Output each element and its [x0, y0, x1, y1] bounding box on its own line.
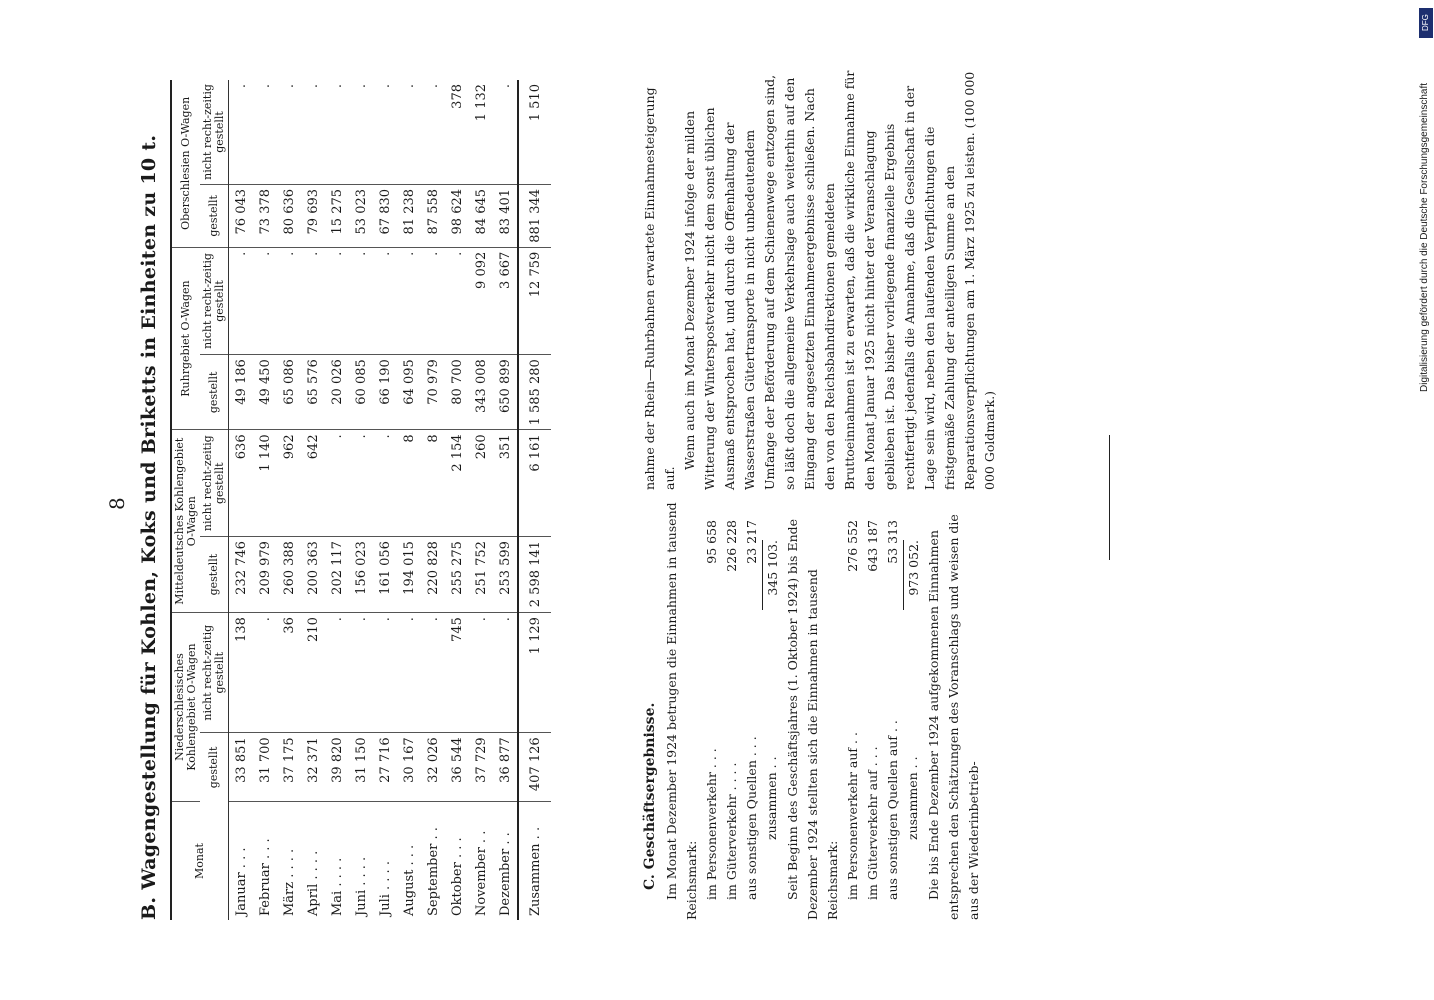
group-header: Mitteldeutsches Kohlengebiet O-Wagen: [171, 430, 200, 613]
income-label: aus sonstigen Quellen . . .: [744, 736, 759, 900]
value-cell: 31 150: [349, 733, 373, 802]
value-cell: .: [493, 613, 518, 733]
col-header: nicht recht-zeitig gestellt: [200, 613, 229, 733]
value-cell: 30 167: [397, 733, 421, 802]
month-cell: September . .: [425, 827, 441, 916]
value-cell: .: [397, 80, 421, 184]
value-cell: 962: [277, 430, 301, 537]
sum-row: [518, 80, 551, 920]
value-cell: 260 388: [277, 537, 301, 613]
value-cell: 84 645: [469, 184, 493, 247]
value-cell: .: [349, 247, 373, 354]
value-cell: .: [349, 80, 373, 184]
value-cell: 202 117: [325, 537, 349, 613]
paragraph: Wenn auch im Monat Dezember 1924 infolge der milden Witterung der Winterspostverkehr nicht dem sonst üblichen Ausmaß entsprochen hat, und durch die Offenhaltung der Wasserstraßen Gütertransporte in nicht unbedeutendem Umfange der Beförderung auf dem Schienenwege entzogen sind, so läßt doch die allgemeine Verkehrslage auch weiterhin auf den Eingang der angesetzten Einnahmeergebnisse schließen. Nach den von den Reichsbahndirektionen gemeldeten Bruttoeinnahmen ist zu erwarten, daß die wirkliche Einnahme für den Monat Januar 1925 nicht hinter der Veranschlagung geblieben ist. Das bisher vorliegende finanzielle Ergebnis rechtfertigt jedenfalls die Annahme, daß die Gesellschaft in der Lage sein wird, neben den laufenden Verpflichtungen die fristgemäße Zahlung der anteiligen Summe an den Reparationsverpflichtungen am 1. März 1925 zu leisten. (100 000 000 Goldmark.): [682, 70, 997, 490]
value-cell: 253 599: [493, 537, 518, 613]
value-cell: .: [493, 80, 518, 184]
total-value: 973 052.: [903, 540, 924, 610]
value-cell: 12 759: [518, 247, 551, 354]
value-cell: 31 700: [253, 733, 277, 802]
col-header: gestellt: [200, 184, 229, 247]
value-cell: 9 092: [469, 247, 493, 354]
value-cell: .: [325, 247, 349, 354]
month-cell: Mai . . . .: [329, 857, 345, 916]
value-cell: 210: [301, 613, 325, 733]
value-cell: .: [373, 247, 397, 354]
table-row: [349, 80, 373, 920]
table-row: [277, 80, 301, 920]
income-row: [843, 520, 863, 900]
value-cell: 1 132: [469, 80, 493, 184]
value-cell: 20 026: [325, 355, 349, 430]
total-label: zusammen . .: [764, 756, 779, 840]
value-cell: 67 830: [373, 184, 397, 247]
value-cell: .: [325, 80, 349, 184]
total-row: [762, 540, 783, 920]
value-cell: .: [397, 247, 421, 354]
value-cell: 636: [229, 430, 254, 537]
value-cell: 1 140: [253, 430, 277, 537]
value-cell: .: [325, 613, 349, 733]
value-cell: .: [325, 430, 349, 537]
value-cell: 200 363: [301, 537, 325, 613]
section-c: [640, 500, 984, 920]
month-cell: November . .: [473, 830, 489, 916]
value-cell: 53 023: [349, 184, 373, 247]
paragraph: Im Monat Dezember 1924 betrugen die Einnahmen in tausend Reichsmark:: [664, 502, 699, 920]
value-cell: 73 378: [253, 184, 277, 247]
table-row: [493, 80, 518, 920]
income-label: im Personenverkehr . . .: [704, 748, 719, 900]
value-cell: 251 752: [469, 537, 493, 613]
col-header: gestellt: [200, 537, 229, 613]
income-value: 23 217: [744, 520, 759, 564]
value-cell: 76 043: [229, 184, 254, 247]
value-cell: 79 693: [301, 184, 325, 247]
value-cell: .: [253, 247, 277, 354]
value-cell: 66 190: [373, 355, 397, 430]
month-cell: Juni . . . .: [353, 856, 369, 916]
page-number: 8: [105, 497, 129, 510]
table-title: B. Wagengestellung für Kohlen, Koks und Briketts in Einheiten zu 10 t.: [138, 134, 160, 920]
value-cell: 36 544: [445, 733, 469, 802]
income-label: im Personenverkehr auf . .: [845, 732, 860, 900]
month-cell: Januar . . .: [233, 847, 249, 916]
income-value: 643 187: [865, 520, 880, 572]
value-cell: 81 238: [397, 184, 421, 247]
value-cell: .: [253, 613, 277, 733]
value-cell: .: [277, 80, 301, 184]
value-cell: .: [421, 80, 445, 184]
table-row: [397, 80, 421, 920]
income-row: [863, 520, 883, 900]
rotated-page: [70, 50, 1070, 950]
total-value: 345 103.: [762, 540, 783, 610]
value-cell: 87 558: [421, 184, 445, 247]
value-cell: 70 979: [421, 355, 445, 430]
col-header: nicht recht-zeitig gestellt: [200, 430, 229, 537]
group-header: Ruhrgebiet O-Wagen: [171, 247, 200, 430]
value-cell: .: [373, 80, 397, 184]
value-cell: 407 126: [518, 733, 551, 802]
income-value: 53 313: [885, 520, 900, 564]
total-label: zusammen . .: [905, 756, 920, 840]
value-cell: 161 056: [373, 537, 397, 613]
value-cell: 209 979: [253, 537, 277, 613]
value-cell: 32 026: [421, 733, 445, 802]
continued-text: [640, 70, 1000, 490]
value-cell: 2 154: [445, 430, 469, 537]
table-row: [445, 80, 469, 920]
table-row: [373, 80, 397, 920]
value-cell: 2 598 141: [518, 537, 551, 613]
month-header: Monat: [171, 802, 229, 921]
group-header: Niederschlesisches Kohlengebiet O-Wagen: [171, 613, 200, 802]
value-cell: 220 828: [421, 537, 445, 613]
value-cell: 156 023: [349, 537, 373, 613]
value-cell: .: [229, 247, 254, 354]
income-label: im Güterverkehr . . . .: [724, 762, 739, 900]
income-row: [883, 520, 903, 900]
col-header: gestellt: [200, 733, 229, 802]
group-header: Oberschlesien O-Wagen: [171, 80, 200, 247]
col-header: gestellt: [200, 355, 229, 430]
paragraph: nahme der Rhein—Ruhrbahnen erwartete Einnahmesteigerung auf.: [642, 87, 677, 490]
income-row: [742, 520, 762, 900]
value-cell: 881 344: [518, 184, 551, 247]
value-cell: .: [373, 430, 397, 537]
value-cell: 6 161: [518, 430, 551, 537]
value-cell: 351: [493, 430, 518, 537]
value-cell: 37 729: [469, 733, 493, 802]
table-row: [421, 80, 445, 920]
value-cell: 80 700: [445, 355, 469, 430]
value-cell: 32 371: [301, 733, 325, 802]
value-cell: .: [301, 80, 325, 184]
value-cell: .: [397, 613, 421, 733]
month-cell: Juli . . . .: [377, 861, 393, 916]
income-row: [722, 520, 742, 900]
value-cell: 260: [469, 430, 493, 537]
value-cell: 15 275: [325, 184, 349, 247]
value-cell: 49 450: [253, 355, 277, 430]
table-row: [253, 80, 277, 920]
value-cell: 49 186: [229, 355, 254, 430]
value-cell: 36: [277, 613, 301, 733]
value-cell: .: [229, 80, 254, 184]
value-cell: 65 576: [301, 355, 325, 430]
value-cell: 8: [421, 430, 445, 537]
value-cell: 27 716: [373, 733, 397, 802]
value-cell: 1 585 280: [518, 355, 551, 430]
income-value: 226 228: [724, 520, 739, 572]
value-cell: .: [469, 613, 493, 733]
value-cell: .: [421, 613, 445, 733]
wagon-table: [170, 80, 551, 920]
value-cell: 138: [229, 613, 254, 733]
value-cell: .: [301, 247, 325, 354]
value-cell: 33 851: [229, 733, 254, 802]
value-cell: 39 820: [325, 733, 349, 802]
section-heading: C. Geschäftsergebnisse.: [642, 702, 658, 890]
income-value: 95 658: [704, 520, 719, 564]
value-cell: 60 085: [349, 355, 373, 430]
paragraph: Seit Beginn des Geschäftsjahres (1. Oktober 1924) bis Ende Dezember 1924 stellten sich die Einnahmen in tausend Reichsmark:: [785, 518, 840, 920]
income-label: im Güterverkehr auf . . .: [865, 746, 880, 900]
income-row: [702, 520, 722, 900]
month-cell: April . . . .: [305, 850, 321, 916]
value-cell: 8: [397, 430, 421, 537]
value-cell: 3 667: [493, 247, 518, 354]
month-cell: Zusammen . .: [518, 802, 551, 921]
table-row: [229, 80, 254, 920]
value-cell: 65 086: [277, 355, 301, 430]
month-cell: März . . . .: [281, 848, 297, 916]
value-cell: 1 510: [518, 80, 551, 184]
value-cell: 194 015: [397, 537, 421, 613]
table-row: [325, 80, 349, 920]
value-cell: 36 877: [493, 733, 518, 802]
month-cell: Februar . . .: [257, 838, 273, 916]
value-cell: .: [253, 80, 277, 184]
paragraph: Die bis Ende Dezember 1924 aufgekommenen Einnahmen entsprechen den Schätzungen des Voranschlags und weisen die aus der Wiederinbetrieb-: [926, 514, 981, 920]
total-row: [903, 540, 924, 920]
income-label: aus sonstigen Quellen auf . .: [885, 720, 900, 900]
value-cell: 343 008: [469, 355, 493, 430]
value-cell: .: [349, 430, 373, 537]
value-cell: 378: [445, 80, 469, 184]
month-cell: Oktober . . .: [449, 837, 465, 916]
end-rule: [1109, 435, 1110, 560]
value-cell: 1 129: [518, 613, 551, 733]
value-cell: .: [349, 613, 373, 733]
value-cell: .: [421, 247, 445, 354]
value-cell: 232 746: [229, 537, 254, 613]
value-cell: 650 899: [493, 355, 518, 430]
value-cell: .: [373, 613, 397, 733]
income-value: 276 552: [845, 520, 860, 572]
value-cell: 64 095: [397, 355, 421, 430]
value-cell: 83 401: [493, 184, 518, 247]
value-cell: .: [445, 247, 469, 354]
sidebar-credit: Digitalisierung gefördert durch die Deutsche Forschungsgemeinschaft: [1419, 82, 1430, 392]
table-row: [469, 80, 493, 920]
col-header: nicht recht-zeitig gestellt: [200, 247, 229, 354]
value-cell: 80 636: [277, 184, 301, 247]
value-cell: 255 275: [445, 537, 469, 613]
month-cell: August . . .: [401, 844, 417, 916]
value-cell: 37 175: [277, 733, 301, 802]
value-cell: 98 624: [445, 184, 469, 247]
value-cell: 642: [301, 430, 325, 537]
dfg-logo: DFG: [1419, 8, 1433, 38]
table-row: [301, 80, 325, 920]
col-header: nicht recht-zeitig gestellt: [200, 80, 229, 184]
value-cell: 745: [445, 613, 469, 733]
month-cell: Dezember . .: [497, 832, 513, 916]
value-cell: .: [277, 247, 301, 354]
